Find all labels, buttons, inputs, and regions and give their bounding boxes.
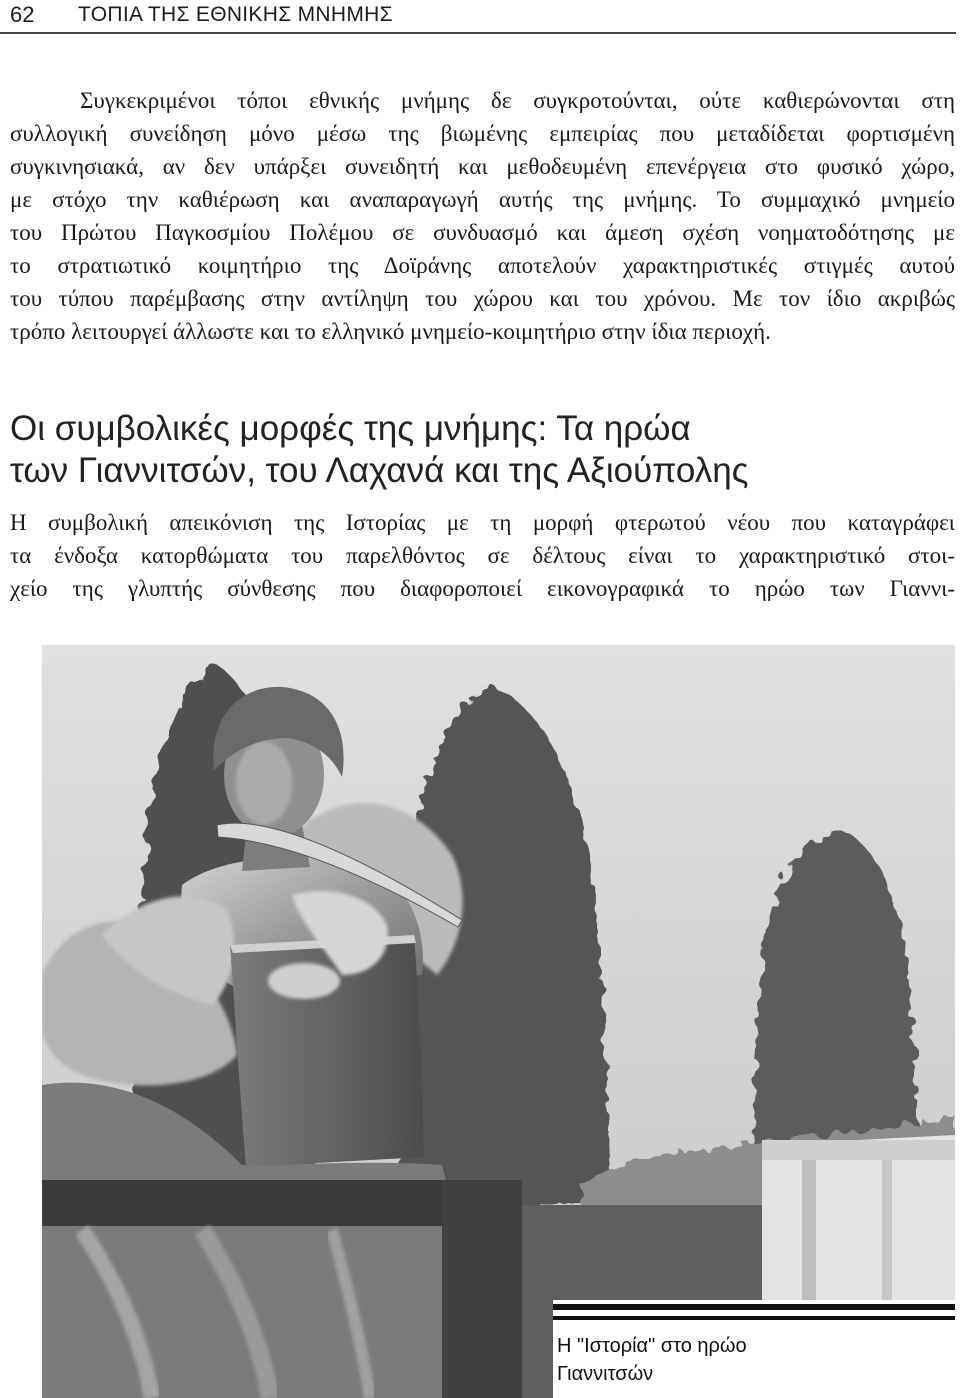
running-title: ΤΟΠΙΑ ΤΗΣ ΕΘΝΙΚΗΣ ΜΝΗΜΗΣ — [78, 3, 393, 26]
caption-text — [557, 1332, 747, 1388]
header-rule — [0, 32, 956, 34]
text-line: Συγκεκριμένοι τόποι εθνικής μνήμης δε συγκροτούνται, ούτε καθιερώνονται στη — [80, 88, 955, 113]
text-line: Η συμβολική απεικόνιση της Ιστορίας με τη μορφή φτερωτού νέου που καταγράφει — [10, 510, 955, 535]
text-line: του Πρώτου Παγκοσμίου Πολέμου σε συνδυασμό και άμεση σχέση νοηματοδότησης με — [10, 220, 955, 245]
caption-line: Η "Ιστορία" στο ηρώο — [557, 1335, 747, 1357]
caption-line: Γιαννιτσών — [557, 1363, 654, 1385]
text-line: τα ένδοξα κατορθώματα του παρελθόντος σε δέλτους είναι το χαρακτηριστικό στοι- — [10, 543, 955, 568]
body-paragraph-1 — [10, 84, 955, 348]
body-paragraph-2 — [10, 506, 955, 605]
statue-face-highlight — [236, 741, 292, 825]
heading-line: των Γιαννιτσών, του Λαχανά και της Αξιούπολης — [10, 451, 749, 490]
text-line: χείο της γλυπτής σύνθεσης που διαφοροποιεί εικονογραφικά το ηρώο των Γιαννι- — [10, 576, 955, 601]
text-line: συλλογική συνείδηση μόνο μέσω της βιωμένης εμπειρίας που μεταδίδεται φορτισμένη — [10, 121, 955, 146]
photo-illustration — [42, 645, 955, 1398]
statue-hand — [268, 963, 340, 999]
caption-rule-thin — [553, 1316, 955, 1320]
page-number: 62 — [10, 2, 35, 27]
figure-caption — [553, 1300, 960, 1398]
statue-photograph — [42, 645, 955, 1398]
caption-rule-thick — [553, 1304, 955, 1310]
text-line: τρόπο λειτουργεί άλλωστε και το ελληνικό μνημείο-κοιμητήριο στην ίδια περιοχή. — [10, 319, 771, 344]
monument-cornice — [762, 1140, 955, 1160]
section-heading — [10, 408, 955, 492]
text-line: συγκινησιακά, αν δεν υπάρξει συνειδητή και μεθοδευμένη επενέργεια στο φυσικό χώρο, — [10, 154, 955, 179]
pedestal-ledge — [42, 1180, 512, 1226]
text-line: του τύπου παρέμβασης στην αντίληψη του χώρου και του χρόνου. Με τον ίδιο ακριβώς — [10, 286, 955, 311]
heading-line: Οι συμβολικές μορφές της μνήμης: Τα ηρώα — [10, 409, 691, 448]
pedestal-side — [442, 1180, 522, 1398]
text-line: με στόχο την καθιέρωση και αναπαραγωγή αυτής της μνήμης. Το συμμαχικό μνημείο — [10, 187, 955, 212]
text-line: το στρατιωτικό κοιμητήριο της Δοϊράνης αποτελούν χαρακτηριστικές στιγμές αυτού — [10, 253, 955, 278]
